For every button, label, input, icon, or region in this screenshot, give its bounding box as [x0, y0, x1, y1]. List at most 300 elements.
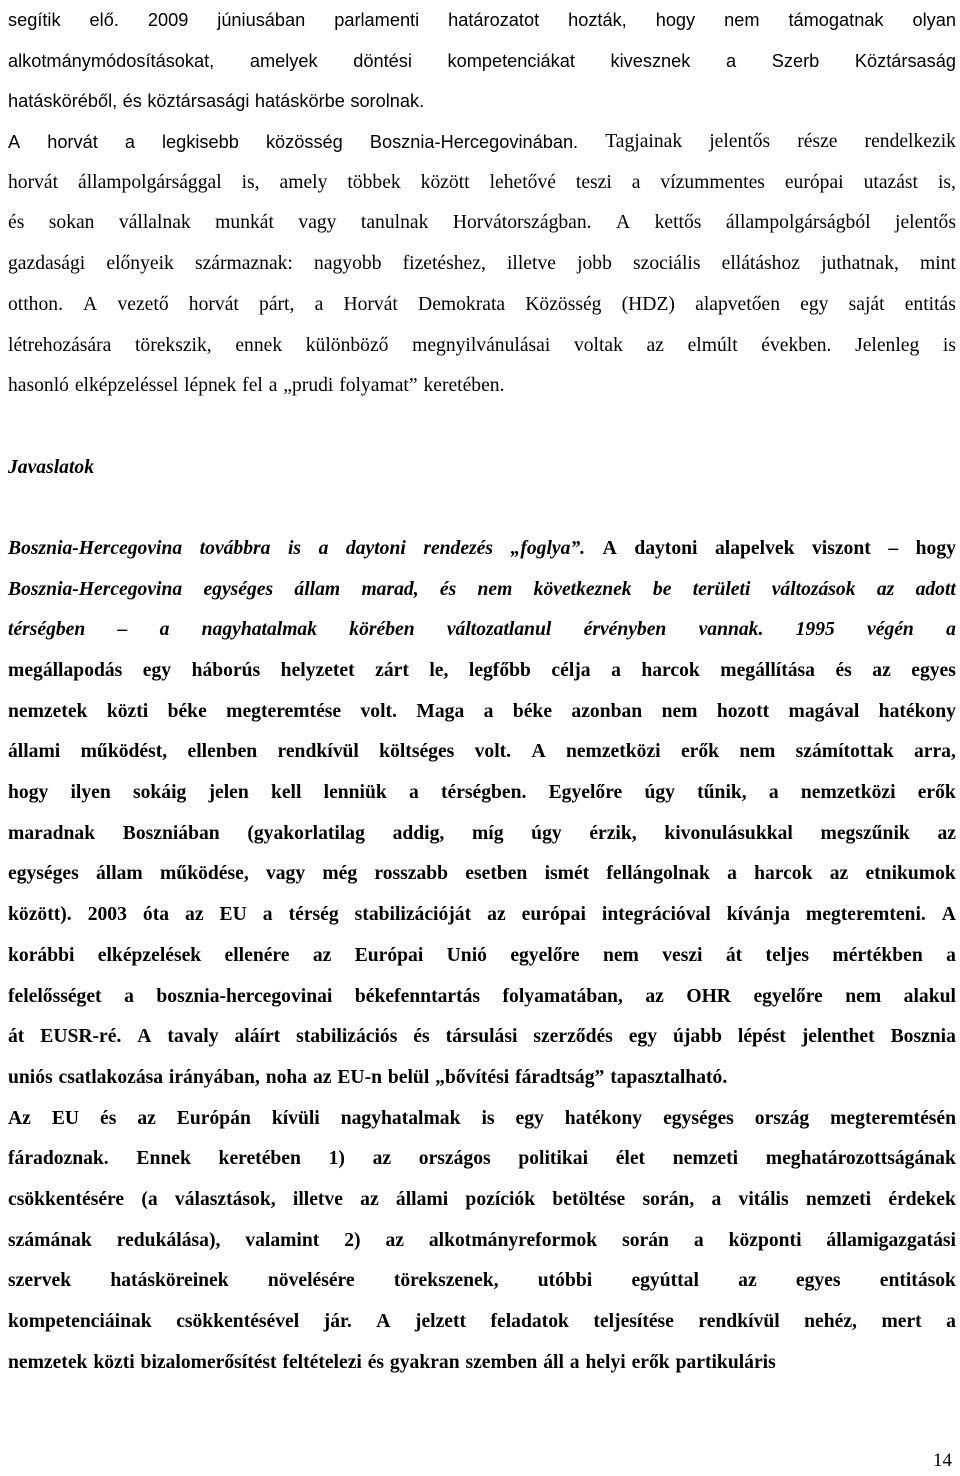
text-line	[8, 529, 956, 570]
word: létrehozására	[8, 334, 112, 356]
text-line	[8, 692, 956, 733]
word: a	[611, 660, 621, 681]
word: fáradoznak.	[8, 1148, 109, 1170]
word: továbbra	[199, 537, 271, 559]
word: hogy	[915, 537, 956, 559]
word: működése,	[159, 863, 249, 885]
word: feladatok	[490, 1311, 569, 1332]
word: olyan	[912, 10, 956, 30]
word: meghatározottságának	[765, 1148, 956, 1170]
word: rendkívül	[277, 741, 359, 763]
text-line	[8, 610, 956, 651]
word: egy	[515, 1107, 544, 1129]
word: juthatnak,	[821, 253, 899, 275]
word: vannak.	[698, 619, 764, 641]
word: át	[8, 1026, 25, 1048]
word: marad,	[361, 578, 419, 600]
word: be	[652, 578, 672, 600]
word: előnyeik	[106, 253, 174, 275]
text-line	[8, 814, 956, 855]
word: jelentős	[709, 131, 771, 153]
word: daytoni	[345, 537, 406, 559]
word: betöltése	[552, 1188, 626, 1210]
word: újabb	[672, 1026, 722, 1048]
word: többek	[347, 171, 401, 193]
word: bosznia-hercegovinai	[156, 985, 333, 1007]
word: júniusában	[217, 10, 306, 30]
word: legkisebb	[162, 132, 239, 153]
word: 2003	[87, 904, 127, 926]
word: otthon.	[8, 293, 63, 315]
word: nagyhatalmak	[201, 619, 318, 641]
word: EUSR-ré.	[40, 1026, 122, 1048]
word: költséges	[379, 741, 455, 763]
word: adott	[915, 578, 956, 600]
word: elő.	[89, 10, 119, 30]
word: mint	[920, 253, 956, 275]
page-number: 14	[933, 1450, 952, 1471]
word: fel	[242, 375, 263, 397]
word: –	[117, 619, 128, 641]
word: horvát	[8, 171, 59, 193]
word: ország	[754, 1107, 810, 1129]
word: Horvátországban.	[452, 212, 592, 234]
word: Bosznia-Hercegovina	[8, 578, 183, 600]
word: politikai	[518, 1148, 589, 1170]
word: integrációval	[601, 904, 711, 926]
word: nemzetek	[8, 1351, 88, 1373]
word: utóbbi	[537, 1270, 593, 1292]
word: volt.	[474, 741, 512, 763]
text-line	[8, 0, 956, 41]
word: számítottak	[795, 741, 894, 763]
word: kivesznek	[610, 50, 691, 71]
word: központi	[728, 1229, 802, 1251]
word: és	[413, 1026, 430, 1048]
word: egyelőre	[753, 985, 823, 1007]
word: nem	[602, 944, 639, 966]
word: harcok	[754, 863, 813, 885]
word: és	[835, 660, 852, 681]
word: teszi	[575, 171, 612, 193]
word: rosszabb	[374, 863, 449, 885]
word: nem	[845, 985, 882, 1007]
word: Európai	[354, 944, 424, 966]
word: lehetővé	[489, 171, 556, 193]
word: sokáig	[132, 782, 187, 804]
word: állami	[8, 741, 61, 763]
word: hogy	[655, 10, 696, 30]
word: (gyakorlatilag	[247, 822, 365, 844]
word: megteremtésén	[830, 1107, 956, 1129]
word: voltak	[573, 334, 623, 356]
word: helyi	[585, 1351, 626, 1373]
word: parlamenti	[334, 10, 420, 30]
word: kell	[270, 782, 302, 804]
word: kompetenciákat	[447, 50, 575, 71]
word: Demokrata	[418, 293, 506, 315]
word: entitás	[904, 293, 956, 315]
word: közti	[106, 700, 149, 722]
word: változatlanul	[446, 619, 552, 641]
text-line	[8, 977, 956, 1018]
word: erők	[680, 741, 720, 763]
word: az	[137, 1107, 156, 1129]
word: veszi	[662, 944, 703, 966]
text-line	[8, 1261, 956, 1302]
word: A	[616, 212, 631, 234]
word: redukálása),	[116, 1229, 221, 1251]
word: növelésére	[267, 1270, 355, 1292]
word: fellángolnak	[606, 863, 710, 885]
word: vízummentes	[660, 171, 765, 193]
word: köztársasági	[147, 91, 250, 112]
word: Köztársaság	[854, 50, 956, 71]
word: változások	[771, 578, 856, 600]
text-line	[8, 285, 956, 326]
word: úgy	[644, 782, 675, 804]
word: a	[159, 619, 170, 641]
word: addig,	[392, 822, 445, 844]
word: lépnek	[184, 375, 237, 397]
word: törekszik,	[134, 334, 212, 356]
word: államigazgatási	[826, 1229, 956, 1251]
word: nem	[661, 700, 698, 722]
word: az	[937, 822, 956, 844]
word: szociális	[633, 253, 701, 275]
word: egységes	[8, 863, 79, 885]
word: 2)	[344, 1229, 361, 1251]
word: esetben	[465, 863, 528, 885]
text-line	[8, 895, 956, 936]
word: elképzelések	[97, 944, 202, 966]
word: elmúlt	[687, 334, 738, 356]
word: az	[876, 578, 895, 600]
word: érzik,	[589, 822, 637, 844]
word: egységes	[663, 1107, 734, 1129]
text-line	[8, 936, 956, 977]
word: bizalomerősítést	[140, 1351, 277, 1373]
word: Bosznia	[890, 1026, 956, 1048]
word: Horvát	[343, 293, 398, 315]
word: megnyilvánulásai	[412, 334, 551, 356]
word: ellátáshoz	[721, 253, 800, 275]
word: hatásköréből,	[8, 91, 118, 112]
word: jelen	[208, 782, 249, 804]
word: az	[829, 863, 849, 885]
word: is	[287, 537, 302, 559]
word: illetve	[292, 1188, 343, 1210]
word: úgy	[531, 822, 562, 844]
word: hasonló	[8, 375, 69, 397]
word: megteremteni.	[805, 904, 926, 926]
word: egy	[142, 660, 172, 681]
word: hozott	[716, 700, 770, 722]
word: egy	[628, 1026, 658, 1048]
word: országos	[418, 1148, 491, 1170]
word: folyamat”	[339, 375, 418, 397]
word: az	[487, 904, 506, 926]
word: következnek	[533, 578, 632, 600]
word: saját	[848, 293, 885, 315]
word: állam	[294, 578, 341, 600]
word: a	[569, 1351, 580, 1373]
text-line	[8, 1180, 956, 1221]
word: belül	[387, 1066, 430, 1088]
word: illetve	[506, 253, 556, 275]
word: Egyelőre	[548, 782, 623, 804]
word: teljes	[765, 944, 810, 966]
text-line	[8, 570, 956, 611]
word: az	[645, 985, 664, 1007]
word: vezető	[117, 293, 169, 315]
text-line	[8, 81, 956, 122]
word: egyes	[795, 1270, 841, 1292]
word: keretében	[218, 1148, 301, 1170]
word: nem	[739, 741, 776, 763]
word: csökkentésével	[176, 1311, 300, 1332]
word: EU	[219, 904, 247, 926]
word: A	[83, 293, 98, 315]
word: horvát	[47, 132, 98, 153]
word: nemzetek	[8, 700, 88, 722]
word: alkotmányreformok	[428, 1229, 598, 1251]
word: csatlakozása	[58, 1066, 164, 1088]
word: a	[711, 1188, 722, 1210]
word: amely	[279, 171, 328, 193]
word: a	[409, 782, 419, 804]
word: állami	[395, 1188, 449, 1210]
word: is	[942, 334, 956, 356]
word: végén	[867, 619, 914, 641]
word: ismét	[544, 863, 590, 885]
word: mértékben	[832, 944, 923, 966]
text-line	[8, 1343, 956, 1384]
word: a	[124, 985, 134, 1007]
word: felelősséget	[8, 985, 102, 1007]
word: uniós	[8, 1066, 53, 1088]
word: béke	[167, 700, 207, 722]
word: harcok	[641, 660, 700, 681]
word: „prudi	[283, 375, 334, 397]
word: A	[602, 537, 617, 559]
word: és	[100, 1107, 117, 1129]
word: az	[312, 944, 332, 966]
word: európai	[521, 904, 586, 926]
word: határozatot	[448, 10, 540, 30]
word: stabilizációját	[354, 904, 472, 926]
word: óta	[142, 904, 170, 926]
paragraph-4	[8, 1099, 956, 1384]
word: nemzetközi	[565, 741, 661, 763]
word: a	[727, 863, 737, 885]
word: az	[738, 1270, 757, 1292]
word: entitások	[879, 1270, 956, 1292]
text-line	[8, 366, 956, 407]
word: közti	[93, 1351, 135, 1373]
word: csökkentésére	[8, 1188, 125, 1210]
word: jobb	[577, 253, 612, 275]
word: legfőbb	[468, 660, 531, 681]
word: lépést	[737, 1026, 786, 1048]
word: EU-n	[337, 1066, 383, 1088]
word: szerződés	[533, 1026, 613, 1048]
word: Bosznia-Hercegovinában.	[369, 132, 579, 153]
word: vagy	[298, 212, 337, 234]
word: keretében.	[423, 375, 505, 397]
word: hatékony	[564, 1107, 643, 1129]
word: rendezés	[423, 537, 493, 559]
word: A	[376, 1311, 391, 1332]
word: tanulnak	[360, 212, 429, 234]
word: a	[946, 944, 956, 966]
word: alapelvek	[715, 537, 795, 559]
text-line	[8, 203, 956, 244]
word: le,	[429, 660, 449, 681]
word: A	[8, 132, 21, 153]
word: jelenthet	[801, 1026, 875, 1048]
word: segítik	[8, 10, 61, 30]
word: stabilizációs	[296, 1026, 398, 1048]
word: térségben	[8, 619, 86, 641]
word: jelzett	[414, 1311, 467, 1332]
word: munkát	[215, 212, 274, 234]
word: megszűnik	[820, 822, 910, 844]
paragraph-1	[8, 0, 956, 122]
word: az	[872, 660, 891, 681]
word: a	[124, 132, 135, 153]
word: körében	[349, 619, 415, 641]
word: a	[726, 50, 737, 71]
word: 1)	[328, 1148, 345, 1170]
word: korábbi	[8, 944, 75, 966]
word: Unió	[446, 944, 487, 966]
word: állampolgárságból	[725, 212, 871, 234]
word: nemzeti	[805, 1188, 872, 1210]
word: az	[646, 334, 664, 356]
word: egyes	[911, 660, 956, 681]
word: Közösség	[525, 293, 602, 315]
word: választások,	[174, 1188, 276, 1210]
word: térségben.	[440, 782, 527, 804]
word: az	[372, 1148, 392, 1170]
word: nagyobb	[314, 253, 382, 275]
word: alakul	[903, 985, 956, 1007]
text-line	[8, 773, 956, 814]
word: hogy	[8, 782, 49, 804]
word: viszont	[812, 537, 871, 559]
word: feltételezi	[282, 1351, 362, 1373]
word: között	[420, 171, 470, 193]
word: Európán	[176, 1107, 251, 1129]
word: a	[946, 1311, 956, 1332]
word: nehéz,	[804, 1311, 857, 1332]
word: folyamatában,	[502, 985, 623, 1007]
word: európai	[784, 171, 844, 193]
text-line	[8, 854, 956, 895]
word: maradnak	[8, 822, 96, 844]
word: Tagjainak	[605, 131, 683, 153]
section-heading: Javaslatok	[8, 456, 94, 478]
word: élet	[615, 1148, 646, 1170]
word: nemzeti	[672, 1148, 739, 1170]
word: is,	[241, 171, 260, 193]
word: megállapodás	[8, 660, 123, 681]
word: kívüli	[271, 1107, 320, 1129]
word: még	[322, 863, 358, 885]
text-line	[8, 1058, 956, 1099]
word: területi	[692, 578, 751, 600]
word: az	[185, 904, 204, 926]
word: A	[531, 741, 546, 763]
text-line	[8, 41, 956, 82]
text-line	[8, 1017, 956, 1058]
word: Ennek	[136, 1148, 191, 1170]
word: Jelenleg	[855, 334, 920, 356]
word: Szerb	[771, 50, 820, 71]
word: zárt	[375, 660, 409, 681]
word: egységes	[203, 578, 274, 600]
word: közösség	[265, 132, 343, 153]
word: partikuláris	[675, 1351, 776, 1373]
word: erők	[917, 782, 956, 804]
word: szemben	[465, 1351, 538, 1373]
word: és	[439, 578, 457, 600]
word: alapvetően	[695, 293, 780, 315]
word: áll	[543, 1351, 564, 1373]
word: során,	[642, 1188, 695, 1210]
word: Bosznia-Hercegovina	[8, 537, 183, 559]
word: azonban	[571, 700, 643, 722]
word: elképzeléssel	[74, 375, 179, 397]
word: megteremtése	[226, 700, 342, 722]
text-line	[8, 1139, 956, 1180]
word: egyúttal	[631, 1270, 699, 1292]
word: valamint	[245, 1229, 320, 1251]
word: tapasztalható.	[610, 1066, 728, 1088]
word: nagyhatalmak	[340, 1107, 461, 1129]
word: át	[725, 944, 743, 966]
paragraph-2	[8, 122, 956, 407]
word: vagy	[265, 863, 306, 885]
word: számának	[8, 1229, 92, 1251]
word: A	[137, 1026, 152, 1048]
text-line	[8, 1221, 956, 1262]
word: támogatnak	[788, 10, 884, 30]
word: a	[768, 782, 779, 804]
word: hatáskörbe	[254, 91, 345, 112]
word: a	[946, 619, 956, 641]
word: és	[8, 212, 25, 234]
word: tűnik,	[697, 782, 747, 804]
word: béke	[512, 700, 553, 722]
word: hatékony	[878, 700, 956, 722]
word: –	[888, 537, 899, 559]
word: években.	[761, 334, 832, 356]
word: (a	[141, 1188, 158, 1210]
word: teljesítése	[593, 1311, 674, 1332]
word: rendkívül	[698, 1311, 780, 1332]
word: kívánja	[726, 904, 790, 926]
word: törekszenek,	[393, 1270, 499, 1292]
word: térség	[288, 904, 339, 926]
word: „foglya”.	[510, 537, 586, 559]
word: a	[262, 904, 273, 926]
word: működést,	[80, 741, 168, 763]
word: OHR	[686, 985, 731, 1007]
word: között).	[8, 904, 72, 926]
word: párt,	[259, 293, 295, 315]
